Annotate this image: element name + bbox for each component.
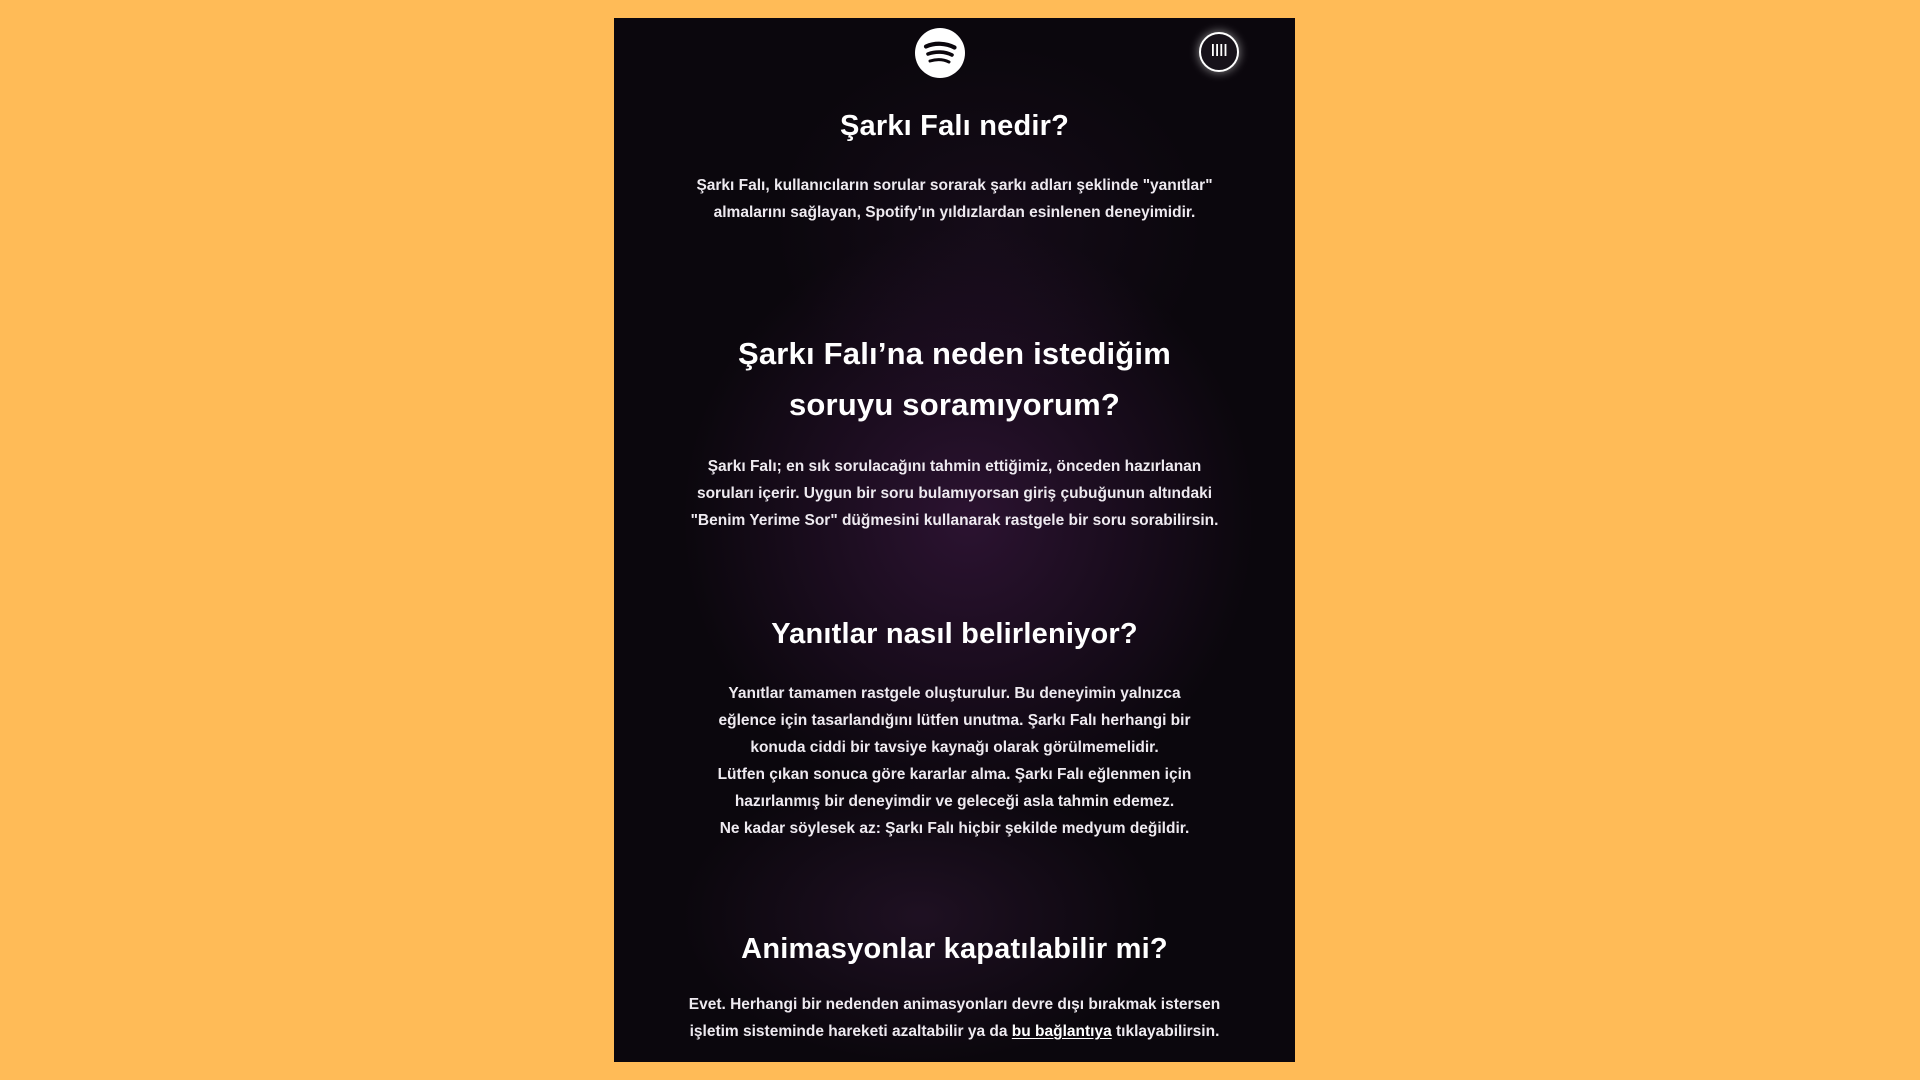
faq-section-how-answers <box>664 616 1245 842</box>
top-bar <box>614 18 1295 108</box>
faq-page <box>614 18 1295 1062</box>
faq-answer: Yanıtlar tamamen rastgele oluşturulur. Bu deneyimin yalnızca eğlence için tasarlandığını lütfen unutma. Şarkı Falı herhangi bir konuda ciddi bir tavsiye kaynağı olarak görülmemelidir. Lütfen çıkan sonuca göre kararlar alma. Şarkı Falı eğlenmen için hazırlanmış bir deneyimdir ve geleceği asla tahmin edemez. Ne kadar söylesek az: Şarkı Falı hiçbir şekilde medyum değildir. <box>717 685 1192 837</box>
menu-icon <box>1211 43 1227 61</box>
faq-section-animations <box>664 931 1245 1045</box>
faq-answer: Şarkı Falı, kullanıcıların sorular sorarak şarkı adları şeklinde "yanıtlar" almalarını sağlayan, Spotify'ın yıldızlardan esinlenen deneyimidir. <box>696 177 1213 221</box>
faq-answer: Evet. Herhangi bir nedenden animasyonları devre dışı bırakmak istersen işletim sisteminde hareketi azaltabilir ya da bu bağlantıya tıklayabilirsin. <box>688 996 1221 1040</box>
reduce-motion-link[interactable]: bu bağlantıya <box>1011 1023 1112 1040</box>
faq-question: Yanıtlar nasıl belirleniyor? <box>771 618 1138 650</box>
faq-question: Şarkı Falı nedir? <box>839 110 1070 142</box>
faq-answer: Şarkı Falı; en sık sorulacağını tahmin ettiğimiz, önceden hazırlanan soruları içerir. Uygun bir soru bulamıyorsan giriş çubuğunun altındaki "Benim Yerime Sor" düğmesini kullanarak rastgele bir soru sorabilirsin. <box>690 458 1219 529</box>
faq-question: Animasyonlar kapatılabilir mi? <box>741 933 1168 965</box>
menu-button[interactable] <box>1199 32 1239 72</box>
faq-section-what-is <box>664 108 1245 226</box>
spotify-logo-icon[interactable] <box>915 28 965 78</box>
faq-section-why-cant-ask <box>664 328 1245 534</box>
faq-question: Şarkı Falı’na neden istediğim soruyu soramıyorum? <box>737 336 1172 422</box>
